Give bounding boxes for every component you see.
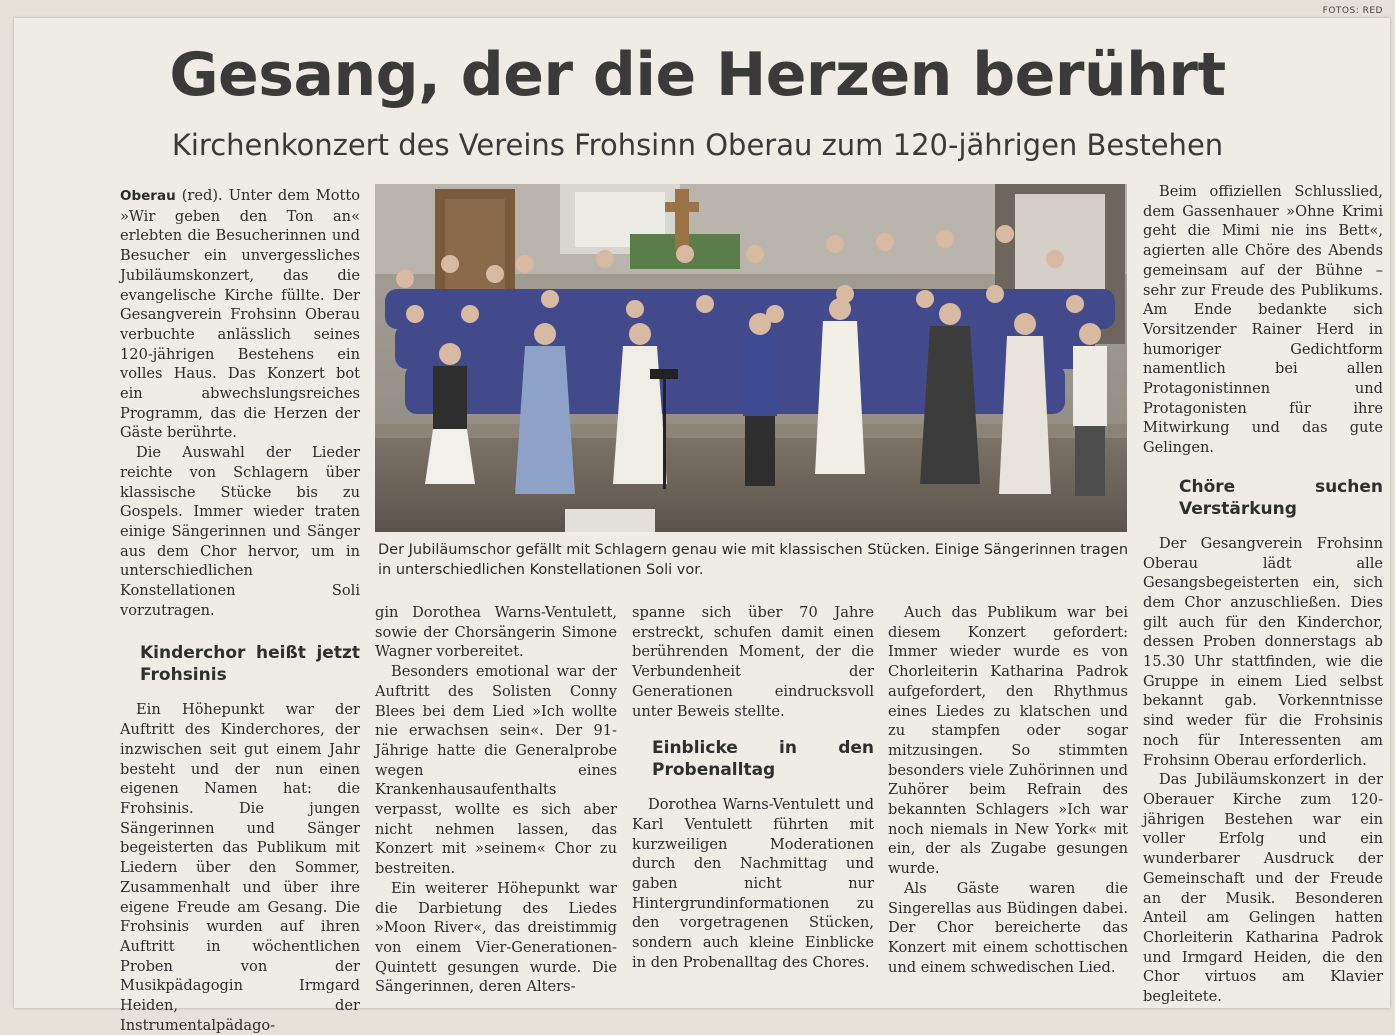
intro-paragraph: Oberau (red). Unter dem Motto »Wir geben den Ton an« erlebten die Besucherinnen und Besucher ein unvergessliches Jubiläumskonzert, das die evangelische Kirche füllte. Der Gesangverein Frohsinn Oberau verbuchte anlässlich seines 120-jährigen Bestehens ein volles Haus. Das Konzert bot ein abwechslungsreiches Programm, das die Herzen der Gäste berührte. (120, 187, 360, 442)
choir-photo (375, 184, 1127, 532)
section-heading-probenalltag: Einblicke in den Probenalltag (652, 738, 874, 781)
paragraph: Ein Höhepunkt war der Auftritt des Kinderchores, der inzwischen seit gut einem Jahr besteht und der nun einen eigenen Namen hat: die Frohsinis. Die jungen Sängerinnen und Sänger begeisterten das Publikum mit Liedern über den Sommer, Zusammenhalt und über ihre eigene Freude am Gesang. Die Frohsinis wurden auf ihren Auftritt in wöchentlichen Proben von der Musikpädagogin Irmgard Heiden, der Instrumentalpädago- (120, 701, 360, 1034)
paragraph: spanne sich über 70 Jahre erstreckt, schufen damit einen berührenden Moment, der die Verbundenheit der Generationen eindrucksvoll unter Beweis stellte. (632, 604, 874, 720)
section-heading-verstaerkung: Chöre suchen Verstärkung (1179, 476, 1383, 519)
paragraph: Die Auswahl der Lieder reichte von Schlagern über klassische Stücke bis zu Gospels. Immer wieder traten einige Sängerinnen und Sänger aus dem Chor hervor, um in unterschiedlichen Konstellationen Soli vorzutragen. (120, 444, 360, 619)
paragraph: Dorothea Warns-Ventulett und Karl Ventulett führten mit kurzweiligen Moderationen durch den Nachmittag und gaben nicht nur Hintergrundinformationen zu den vorgetragenen Stücken, sondern auch kleine Einblicke in den Probenalltag des Chores. (632, 796, 874, 971)
paragraph: Ein weiterer Höhepunkt war die Darbietung des Liedes »Moon River«, das dreistimmig von einem Vier-Generationen-Quintett gesungen wurde. Die Sängerinnen, deren Alters- (375, 879, 617, 996)
section-heading-kinderchor: Kinderchor heißt jetzt Frohsinis (140, 643, 360, 686)
column-4 (888, 603, 1128, 977)
column-5 (1143, 182, 1383, 1007)
paragraph: Das Jubiläumskonzert in der Oberauer Kirche zum 120-jährigen Bestehen war ein voller Erfolg und ein wunderbarer Ausdruck der Gemeinschaft und der Freude an der Musik. Besonderen Anteil am Gelingen hatten Chorleiterin Katharina Padrok und Irmgard Heiden, die den Chor virtuos am Klavier begleitete. (1143, 771, 1383, 1006)
paragraph: Als Gäste waren die Singerellas aus Büdingen dabei. Der Chor bereicherte das Konzert mit einem schottischen und einem schwedischen Lied. (888, 879, 1128, 976)
choir-illustration (375, 184, 1127, 532)
subheadline: Kirchenkonzert des Vereins Frohsinn Oberau zum 120-jährigen Bestehen (171, 128, 1224, 162)
photo-credit: FOTOS: RED (1322, 6, 1383, 16)
paragraph: Der Gesangverein Frohsinn Oberau lädt alle Gesangsbegeisterten ein, sich dem Chor anzuschließen. Dies gilt auch für den Kinderchor, dessen Proben donnerstags ab 15.30 Uhr stattfinden, wie die Gruppe in einem Lied selbst bekannt gab. Vorkenntnisse sind weder für die Frohsinis noch für Interessenten am Frohsinn Oberau erforderlich. (1143, 534, 1383, 769)
paragraph: Beim offiziellen Schlusslied, dem Gassenhauer »Ohne Krimi geht die Mimi nie ins Bett«, agierten alle Chöre des Abends gemeinsam auf der Bühne – sehr zur Freude des Publikums. Am Ende bedankte sich Vorsitzender Rainer Herd in humoriger Gedichtform namentlich bei allen Protagonistinnen und Protagonisten für ihre Mitwirkung und das gute Gelingen. (1143, 183, 1383, 457)
paragraph: Besonders emotional war der Auftritt des Solisten Conny Blees bei dem Lied »Ich wollte nie erwachsen sein«. Der 91-Jährige hatte die Generalprobe wegen eines Krankenhausaufenthalts verpasst, wollte es sich aber nicht nehmen lassen, das Konzert mit »seinem« Chor zu bestreiten. (375, 663, 617, 878)
column-1 (120, 186, 360, 1035)
column-3 (632, 603, 874, 973)
headline: Gesang, der die Herzen berührt (169, 40, 1226, 110)
dateline-place: Oberau (120, 188, 176, 204)
paragraph: Auch das Publikum war bei diesem Konzert gefordert: Immer wieder wurde es von Chorleiterin Katharina Padrok aufgefordert, den Rhythmus eines Liedes zu klatschen und zu stampfen oder sogar mitzusingen. So stimmten besonders viele Zuhörinnen und Zuhörer beim Refrain des bekannten Schlagers »Ich war noch niemals in New York« mit ein, der als Zugabe gesungen wurde. (888, 604, 1128, 878)
paragraph: gin Dorothea Warns-Ventulett, sowie der Chorsängerin Simone Wagner vorbereitet. (375, 604, 617, 661)
column-2 (375, 603, 617, 997)
photo-caption: Der Jubiläumschor gefällt mit Schlagern genau wie mit klassischen Stücken. Einige Sängerinnen tragen in unterschiedlichen Konstellationen Soli vor. (378, 542, 1129, 578)
